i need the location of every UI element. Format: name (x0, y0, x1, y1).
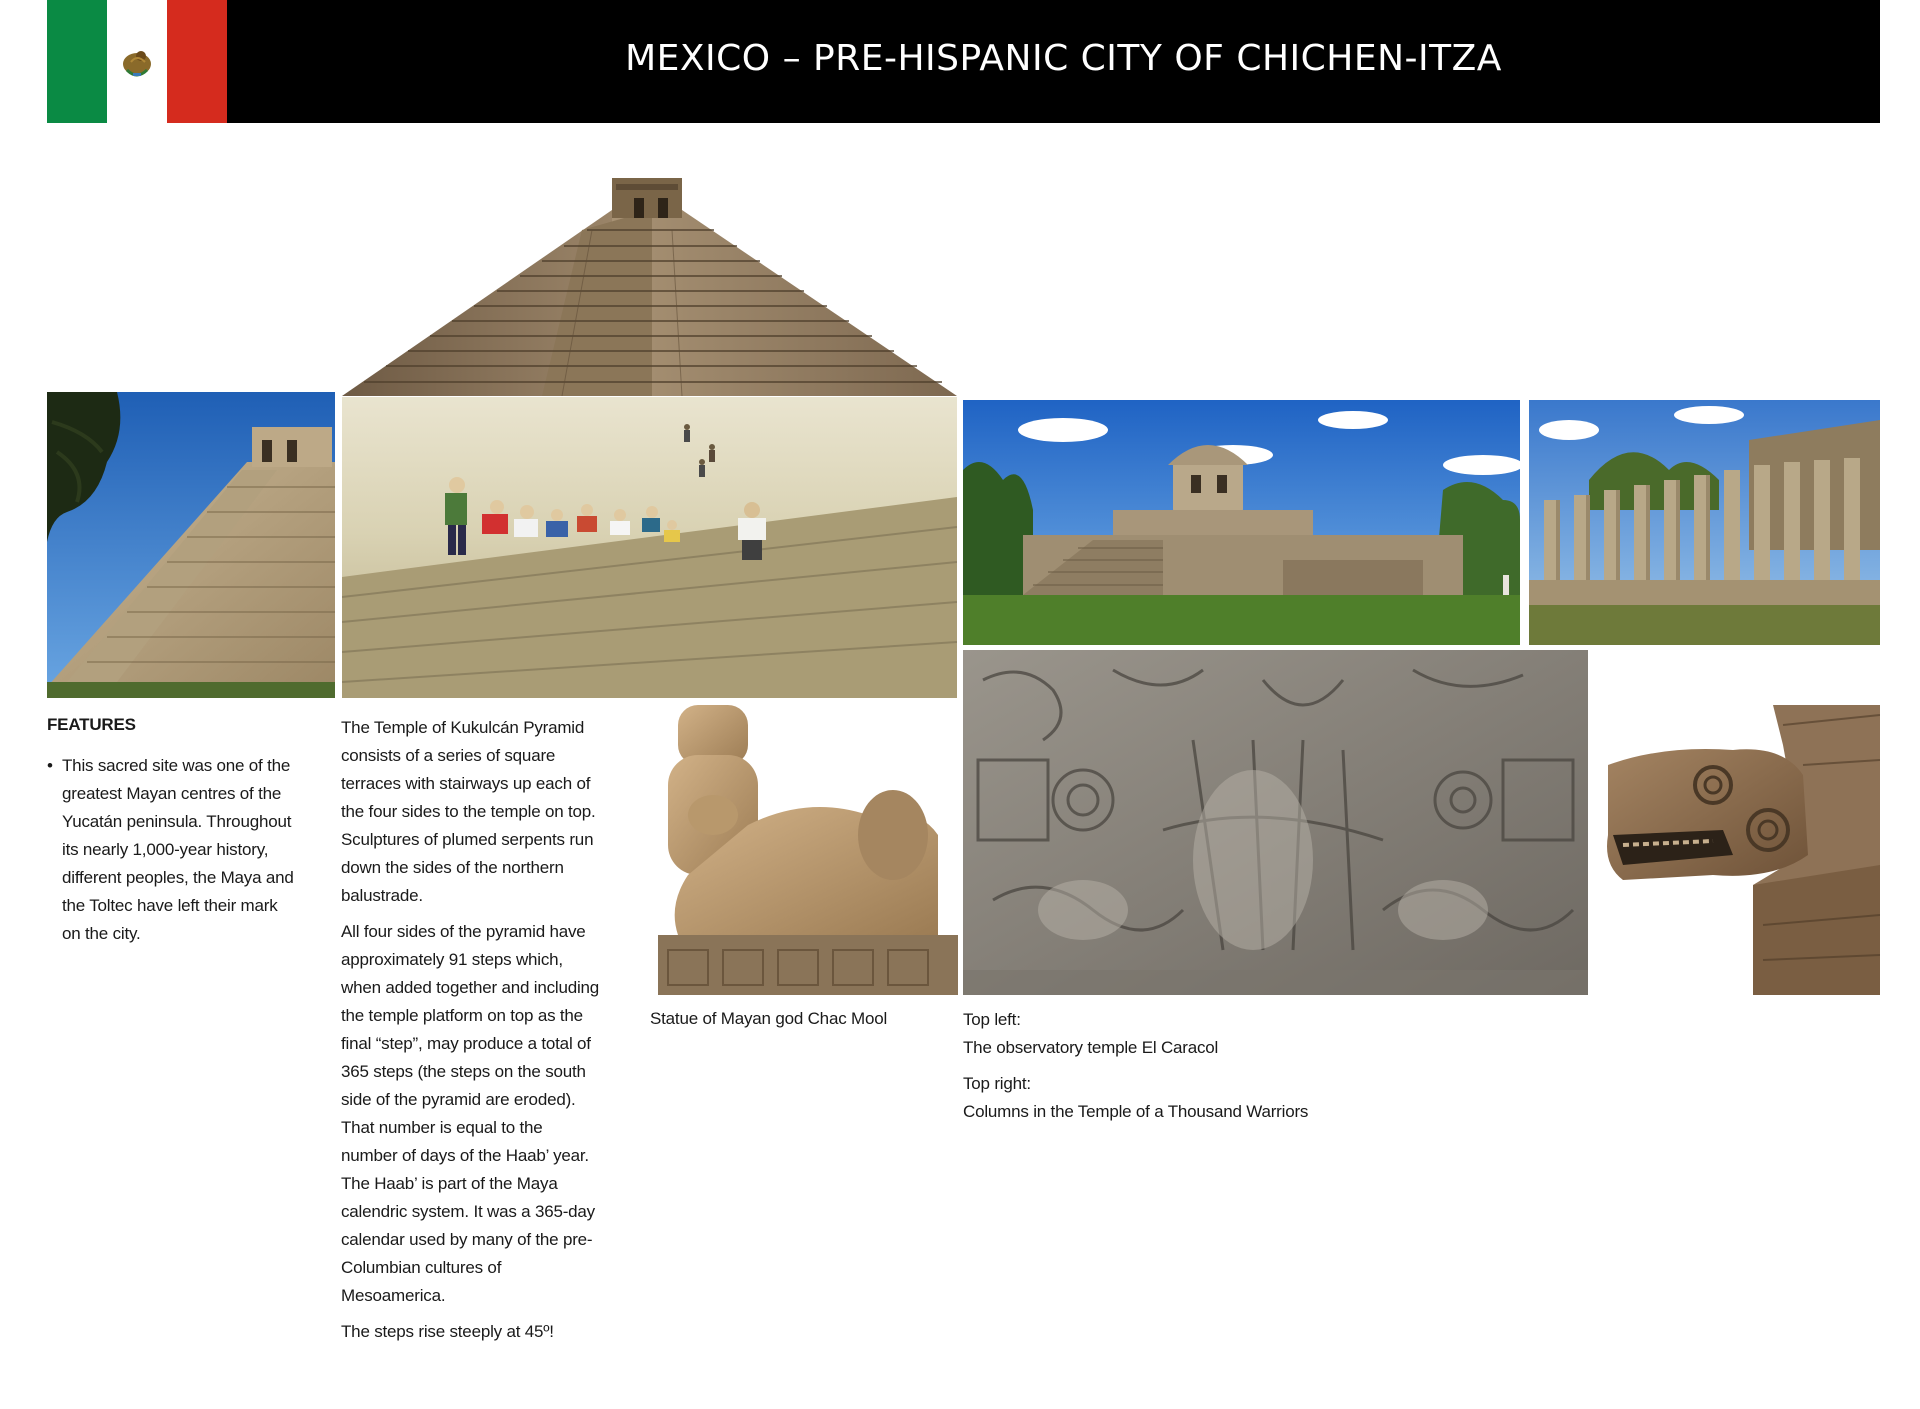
top-right-caption-text: Columns in the Temple of a Thousand Warriors (963, 1102, 1309, 1121)
ball-court-relief-photo (963, 650, 1588, 995)
features-list (47, 752, 297, 948)
top-right-caption-label: Top right: (963, 1074, 1031, 1093)
pyramid-sky-photo (47, 392, 335, 698)
kukulcan-pyramid-photo (342, 170, 957, 396)
photo-captions-block (963, 1006, 1363, 1126)
features-heading: FEATURES (47, 715, 136, 734)
header-bar (227, 0, 1880, 123)
pyramid-paragraph-3: The steps rise steeply at 45º! (341, 1322, 554, 1341)
pyramid-paragraph-1: The Temple of Kukulcán Pyramid consists of a series of square terraces with stairways up each of the four sides to the temple on top. Sculptures of plumed serpents run down the sides of the northern balustrade. (341, 718, 596, 905)
flag-white-stripe (107, 0, 167, 123)
flag-green-stripe (47, 0, 107, 123)
pyramid-description (341, 714, 601, 1354)
chac-mool-caption: Statue of Mayan god Chac Mool (650, 1009, 888, 1028)
chac-mool-statue-photo (648, 705, 958, 995)
thousand-warriors-columns-photo (1529, 400, 1880, 645)
top-left-caption-label: Top left: (963, 1010, 1021, 1029)
el-caracol-photo (963, 400, 1520, 645)
top-left-caption-text: The observatory temple El Caracol (963, 1038, 1219, 1057)
pyramid-paragraph-2: All four sides of the pyramid have approximately 91 steps which, when added together and including the temple platform on top as the final “step”, may produce a total of 365 steps (the steps on the south side of the pyramid are eroded). That number is equal to the number of days of the Haab’ year. The Haab’ is part of the Maya calendric system. It was a 365-day calendar used by many of the pre-Columbian cultures of Mesoamerica. (341, 922, 600, 1305)
features-bullet-item: • This sacred site was one of the greatest Mayan centres of the Yucatán peninsula. Throughout its nearly 1,000-year history, different peoples, the Maya and the Toltec have left their mark on the city. (47, 752, 297, 948)
climbers-on-steps-photo (342, 397, 957, 698)
flag-red-stripe (167, 0, 227, 123)
eagle-emblem-icon (115, 40, 159, 84)
page-title: MEXICO – PRE-HISPANIC CITY OF CHICHEN-ITZA (625, 38, 1502, 79)
serpent-head-sculpture-photo (1603, 705, 1880, 995)
mexico-flag (47, 0, 227, 123)
